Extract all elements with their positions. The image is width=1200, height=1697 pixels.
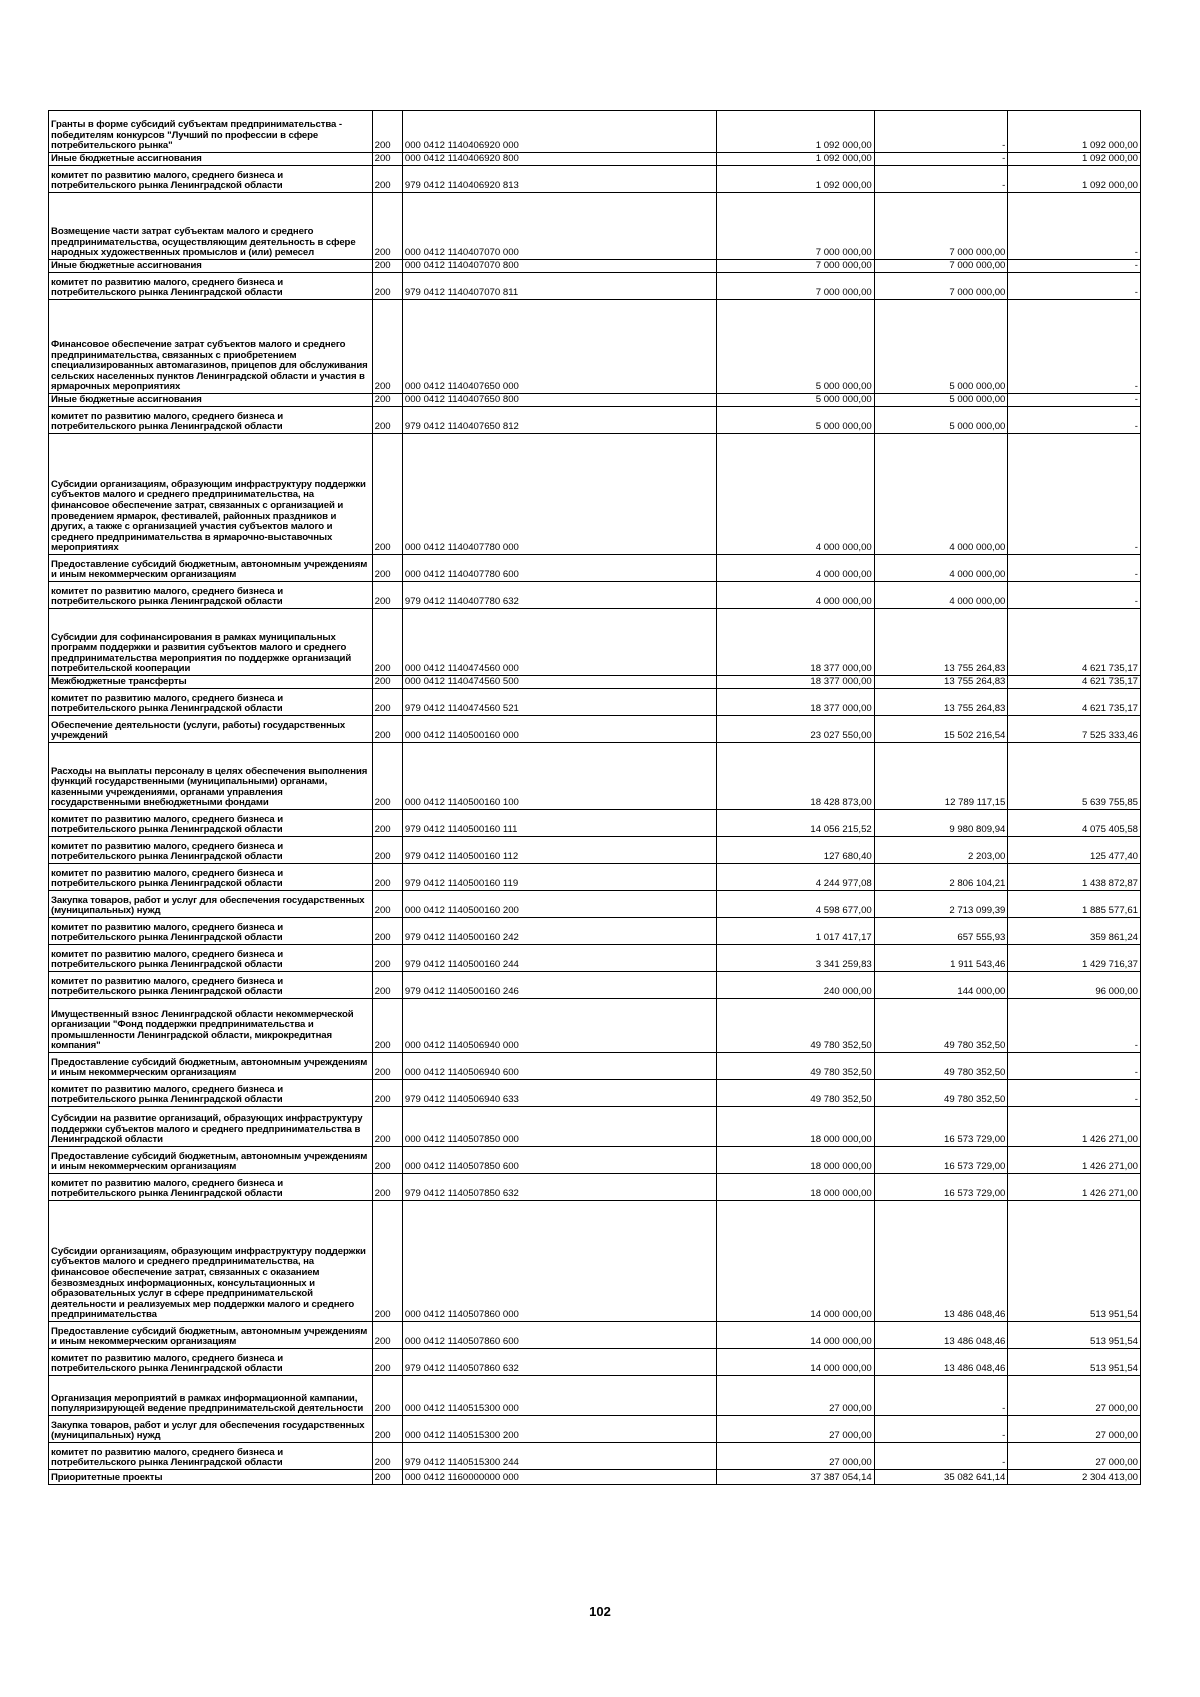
row-approved: 1 092 000,00 xyxy=(717,111,875,153)
row-classification-code: 000 0412 1140500160 200 xyxy=(402,891,716,918)
row-unexecuted: 1 092 000,00 xyxy=(1008,166,1141,193)
row-approved: 14 056 215,52 xyxy=(717,810,875,837)
row-name: комитет по развитию малого, среднего бизнеса и потребительского рынка Ленинградской области xyxy=(49,1443,373,1470)
row-unexecuted: 27 000,00 xyxy=(1008,1376,1141,1416)
row-line-code: 200 xyxy=(372,582,402,609)
row-approved: 7 000 000,00 xyxy=(717,193,875,260)
row-name: комитет по развитию малого, среднего бизнеса и потребительского рынка Ленинградской области xyxy=(49,945,373,972)
table-row xyxy=(49,1416,1141,1443)
row-approved: 1 017 417,17 xyxy=(717,918,875,945)
table-row xyxy=(49,166,1141,193)
row-name: комитет по развитию малого, среднего бизнеса и потребительского рынка Ленинградской области xyxy=(49,972,373,999)
row-name: комитет по развитию малого, среднего бизнеса и потребительского рынка Ленинградской области xyxy=(49,166,373,193)
table-row xyxy=(49,1053,1141,1080)
row-line-code: 200 xyxy=(372,810,402,837)
row-unexecuted: 1 426 271,00 xyxy=(1008,1147,1141,1174)
row-executed: 5 000 000,00 xyxy=(874,300,1008,394)
row-classification-code: 000 0412 1140407070 800 xyxy=(402,260,716,273)
row-approved: 5 000 000,00 xyxy=(717,300,875,394)
row-unexecuted: - xyxy=(1008,193,1141,260)
row-name: Предоставление субсидий бюджетным, автономным учреждениям и иным некоммерческим организациям xyxy=(49,1147,373,1174)
table-row xyxy=(49,689,1141,716)
table-row xyxy=(49,1349,1141,1376)
row-line-code: 200 xyxy=(372,1053,402,1080)
row-executed: 7 000 000,00 xyxy=(874,273,1008,300)
row-approved: 4 000 000,00 xyxy=(717,582,875,609)
row-unexecuted: 7 525 333,46 xyxy=(1008,716,1141,743)
row-name: Предоставление субсидий бюджетным, автономным учреждениям и иным некоммерческим организациям xyxy=(49,1322,373,1349)
row-line-code: 200 xyxy=(372,1201,402,1322)
row-unexecuted: 2 304 413,00 xyxy=(1008,1470,1141,1485)
row-unexecuted: 1 885 577,61 xyxy=(1008,891,1141,918)
row-name: Межбюджетные трансферты xyxy=(49,676,373,689)
row-approved: 49 780 352,50 xyxy=(717,999,875,1053)
row-name: Субсидии для софинансирования в рамках муниципальных программ поддержки и развития субъектов малого и среднего предпринимательства мероприятия по поддержке организаций потребительской кооперации xyxy=(49,609,373,676)
row-line-code: 200 xyxy=(372,1147,402,1174)
row-executed: 13 486 048,46 xyxy=(874,1322,1008,1349)
row-classification-code: 979 0412 1140500160 119 xyxy=(402,864,716,891)
row-approved: 7 000 000,00 xyxy=(717,273,875,300)
row-line-code: 200 xyxy=(372,972,402,999)
row-name: Финансовое обеспечение затрат субъектов малого и среднего предпринимательства, связанных с приобретением специализированных автомагазинов, прицепов для обслуживания сельских населенных пунктов Ленинградской области и участия в ярмарочных мероприятиях xyxy=(49,300,373,394)
row-executed: 35 082 641,14 xyxy=(874,1470,1008,1485)
row-classification-code: 000 0412 1140407780 600 xyxy=(402,555,716,582)
row-name: комитет по развитию малого, среднего бизнеса и потребительского рынка Ленинградской области xyxy=(49,273,373,300)
row-classification-code: 979 0412 1140506940 633 xyxy=(402,1080,716,1107)
row-executed: 9 980 809,94 xyxy=(874,810,1008,837)
row-unexecuted: 359 861,24 xyxy=(1008,918,1141,945)
row-approved: 127 680,40 xyxy=(717,837,875,864)
row-classification-code: 000 0412 1140407650 800 xyxy=(402,394,716,407)
row-classification-code: 000 0412 1140500160 100 xyxy=(402,743,716,810)
row-approved: 49 780 352,50 xyxy=(717,1080,875,1107)
row-approved: 14 000 000,00 xyxy=(717,1201,875,1322)
table-row xyxy=(49,891,1141,918)
row-executed: 7 000 000,00 xyxy=(874,193,1008,260)
row-executed: 4 000 000,00 xyxy=(874,434,1008,555)
table-row xyxy=(49,716,1141,743)
row-classification-code: 000 0412 1140474560 000 xyxy=(402,609,716,676)
row-executed: 16 573 729,00 xyxy=(874,1107,1008,1147)
row-name: Субсидии организациям, образующим инфраструктуру поддержки субъектов малого и среднего предпринимательства, на финансовое обеспечение затрат, связанных с организацией и проведением ярмарок, фестивалей, районных праздников и других, а также с организацией участия субъектов малого и среднего предпринимательства в ярмарочно-выставочных мероприятиях xyxy=(49,434,373,555)
row-name: комитет по развитию малого, среднего бизнеса и потребительского рынка Ленинградской области xyxy=(49,407,373,434)
row-approved: 240 000,00 xyxy=(717,972,875,999)
row-unexecuted: 125 477,40 xyxy=(1008,837,1141,864)
row-executed: 7 000 000,00 xyxy=(874,260,1008,273)
row-unexecuted: 1 429 716,37 xyxy=(1008,945,1141,972)
table-row xyxy=(49,153,1141,166)
row-unexecuted: - xyxy=(1008,434,1141,555)
table-row xyxy=(49,1147,1141,1174)
row-name: Приоритетные проекты xyxy=(49,1470,373,1485)
page-number: 102 xyxy=(589,1604,611,1619)
row-unexecuted: 4 075 405,58 xyxy=(1008,810,1141,837)
budget-execution-table xyxy=(48,110,1141,1485)
table-row xyxy=(49,810,1141,837)
row-executed: 49 780 352,50 xyxy=(874,1080,1008,1107)
row-line-code: 200 xyxy=(372,1470,402,1485)
row-executed: 49 780 352,50 xyxy=(874,1053,1008,1080)
row-line-code: 200 xyxy=(372,153,402,166)
row-line-code: 200 xyxy=(372,166,402,193)
table-row xyxy=(49,864,1141,891)
table-row xyxy=(49,1107,1141,1147)
row-line-code: 200 xyxy=(372,434,402,555)
row-executed: - xyxy=(874,1443,1008,1470)
row-line-code: 200 xyxy=(372,555,402,582)
row-line-code: 200 xyxy=(372,743,402,810)
row-approved: 5 000 000,00 xyxy=(717,407,875,434)
table-row xyxy=(49,972,1141,999)
row-classification-code: 000 0412 1140474560 500 xyxy=(402,676,716,689)
row-approved: 37 387 054,14 xyxy=(717,1470,875,1485)
row-approved: 18 000 000,00 xyxy=(717,1174,875,1201)
row-line-code: 200 xyxy=(372,1349,402,1376)
table-row xyxy=(49,1470,1141,1485)
row-unexecuted: - xyxy=(1008,394,1141,407)
table-row xyxy=(49,1201,1141,1322)
row-name: комитет по развитию малого, среднего бизнеса и потребительского рынка Ленинградской области xyxy=(49,1174,373,1201)
row-executed: 15 502 216,54 xyxy=(874,716,1008,743)
row-approved: 18 377 000,00 xyxy=(717,676,875,689)
row-executed: 144 000,00 xyxy=(874,972,1008,999)
row-unexecuted: - xyxy=(1008,273,1141,300)
row-executed: - xyxy=(874,1376,1008,1416)
row-executed: 4 000 000,00 xyxy=(874,555,1008,582)
row-executed: 13 755 264,83 xyxy=(874,689,1008,716)
row-unexecuted: 96 000,00 xyxy=(1008,972,1141,999)
row-classification-code: 000 0412 1140515300 200 xyxy=(402,1416,716,1443)
row-approved: 18 377 000,00 xyxy=(717,689,875,716)
row-executed: - xyxy=(874,111,1008,153)
row-classification-code: 000 0412 1140406920 800 xyxy=(402,153,716,166)
row-unexecuted: 1 092 000,00 xyxy=(1008,153,1141,166)
row-classification-code: 000 0412 1140407070 000 xyxy=(402,193,716,260)
row-unexecuted: - xyxy=(1008,260,1141,273)
row-approved: 27 000,00 xyxy=(717,1416,875,1443)
row-classification-code: 000 0412 1140407780 000 xyxy=(402,434,716,555)
row-line-code: 200 xyxy=(372,407,402,434)
table-row xyxy=(49,300,1141,394)
table-row xyxy=(49,1443,1141,1470)
row-unexecuted: 1 092 000,00 xyxy=(1008,111,1141,153)
row-classification-code: 000 0412 1140507860 000 xyxy=(402,1201,716,1322)
table-row xyxy=(49,1174,1141,1201)
row-approved: 7 000 000,00 xyxy=(717,260,875,273)
row-executed: 2 203,00 xyxy=(874,837,1008,864)
row-name: комитет по развитию малого, среднего бизнеса и потребительского рынка Ленинградской области xyxy=(49,810,373,837)
row-unexecuted: 513 951,54 xyxy=(1008,1201,1141,1322)
row-line-code: 200 xyxy=(372,273,402,300)
row-classification-code: 000 0412 1160000000 000 xyxy=(402,1470,716,1485)
row-name: комитет по развитию малого, среднего бизнеса и потребительского рынка Ленинградской области xyxy=(49,1349,373,1376)
row-executed: 13 755 264,83 xyxy=(874,676,1008,689)
row-executed: 5 000 000,00 xyxy=(874,394,1008,407)
row-unexecuted: 513 951,54 xyxy=(1008,1322,1141,1349)
row-line-code: 200 xyxy=(372,1080,402,1107)
row-executed: 4 000 000,00 xyxy=(874,582,1008,609)
row-executed: 2 806 104,21 xyxy=(874,864,1008,891)
row-name: Иные бюджетные ассигнования xyxy=(49,153,373,166)
row-line-code: 200 xyxy=(372,689,402,716)
table-row xyxy=(49,193,1141,260)
row-line-code: 200 xyxy=(372,676,402,689)
table-row xyxy=(49,999,1141,1053)
table-row xyxy=(49,555,1141,582)
row-name: Предоставление субсидий бюджетным, автономным учреждениям и иным некоммерческим организациям xyxy=(49,1053,373,1080)
row-classification-code: 979 0412 1140500160 242 xyxy=(402,918,716,945)
row-executed: 13 486 048,46 xyxy=(874,1349,1008,1376)
row-executed: 49 780 352,50 xyxy=(874,999,1008,1053)
row-executed: - xyxy=(874,166,1008,193)
row-unexecuted: 1 426 271,00 xyxy=(1008,1174,1141,1201)
row-approved: 1 092 000,00 xyxy=(717,166,875,193)
table-row xyxy=(49,273,1141,300)
row-classification-code: 979 0412 1140407780 632 xyxy=(402,582,716,609)
row-name: Иные бюджетные ассигнования xyxy=(49,394,373,407)
row-approved: 49 780 352,50 xyxy=(717,1053,875,1080)
row-classification-code: 979 0412 1140500160 111 xyxy=(402,810,716,837)
row-line-code: 200 xyxy=(372,300,402,394)
table-body xyxy=(49,111,1141,1485)
row-line-code: 200 xyxy=(372,864,402,891)
row-unexecuted: 27 000,00 xyxy=(1008,1416,1141,1443)
row-name: Имущественный взнос Ленинградской области некоммерческой организации "Фонд поддержки предпринимательства и промышленности Ленинградской области, микрокредитная компания" xyxy=(49,999,373,1053)
table-row xyxy=(49,1080,1141,1107)
row-approved: 18 377 000,00 xyxy=(717,609,875,676)
table-row xyxy=(49,1322,1141,1349)
row-approved: 3 341 259,83 xyxy=(717,945,875,972)
row-unexecuted: - xyxy=(1008,582,1141,609)
row-unexecuted: - xyxy=(1008,300,1141,394)
row-classification-code: 979 0412 1140407650 812 xyxy=(402,407,716,434)
row-line-code: 200 xyxy=(372,1174,402,1201)
row-name: Субсидии на развитие организаций, образующих инфраструктуру поддержки субъектов малого и среднего предпринимательства в Ленинградской области xyxy=(49,1107,373,1147)
row-name: комитет по развитию малого, среднего бизнеса и потребительского рынка Ленинградской области xyxy=(49,1080,373,1107)
table-row xyxy=(49,434,1141,555)
table-row xyxy=(49,837,1141,864)
row-classification-code: 979 0412 1140507850 632 xyxy=(402,1174,716,1201)
row-unexecuted: 4 621 735,17 xyxy=(1008,609,1141,676)
row-approved: 18 000 000,00 xyxy=(717,1107,875,1147)
row-line-code: 200 xyxy=(372,1443,402,1470)
row-name: Закупка товаров, работ и услуг для обеспечения государственных (муниципальных) нужд xyxy=(49,891,373,918)
row-line-code: 200 xyxy=(372,111,402,153)
row-unexecuted: 5 639 755,85 xyxy=(1008,743,1141,810)
row-unexecuted: 4 621 735,17 xyxy=(1008,676,1141,689)
row-classification-code: 000 0412 1140507850 000 xyxy=(402,1107,716,1147)
row-executed: 13 755 264,83 xyxy=(874,609,1008,676)
row-unexecuted: - xyxy=(1008,407,1141,434)
table-row xyxy=(49,676,1141,689)
row-line-code: 200 xyxy=(372,891,402,918)
row-executed: 1 911 543,46 xyxy=(874,945,1008,972)
row-name: Субсидии организациям, образующим инфраструктуру поддержки субъектов малого и среднего предпринимательства, на финансовое обеспечение затрат, связанных с оказанием безвозмездных информационных, консультационных и образовательных услуг в сфере предпринимательской деятельности и реализуемых мер поддержки малого и среднего предпринимательства xyxy=(49,1201,373,1322)
row-approved: 4 000 000,00 xyxy=(717,434,875,555)
row-approved: 4 000 000,00 xyxy=(717,555,875,582)
row-name: комитет по развитию малого, среднего бизнеса и потребительского рынка Ленинградской области xyxy=(49,864,373,891)
row-name: Расходы на выплаты персоналу в целях обеспечения выполнения функций государственными (муниципальными) органами, казенными учреждениями, органами управления государственными внебюджетными фондами xyxy=(49,743,373,810)
row-executed: 657 555,93 xyxy=(874,918,1008,945)
row-classification-code: 979 0412 1140507860 632 xyxy=(402,1349,716,1376)
row-line-code: 200 xyxy=(372,609,402,676)
row-name: Организация мероприятий в рамках информационной кампании, популяризирующей ведение предпринимательской деятельности xyxy=(49,1376,373,1416)
row-approved: 4 598 677,00 xyxy=(717,891,875,918)
row-approved: 1 092 000,00 xyxy=(717,153,875,166)
row-name: Закупка товаров, работ и услуг для обеспечения государственных (муниципальных) нужд xyxy=(49,1416,373,1443)
row-unexecuted: 1 438 872,87 xyxy=(1008,864,1141,891)
row-classification-code: 979 0412 1140500160 112 xyxy=(402,837,716,864)
row-line-code: 200 xyxy=(372,260,402,273)
row-name: комитет по развитию малого, среднего бизнеса и потребительского рынка Ленинградской области xyxy=(49,837,373,864)
table-row xyxy=(49,945,1141,972)
row-unexecuted: 513 951,54 xyxy=(1008,1349,1141,1376)
row-approved: 14 000 000,00 xyxy=(717,1322,875,1349)
row-unexecuted: - xyxy=(1008,555,1141,582)
row-name: Предоставление субсидий бюджетным, автономным учреждениям и иным некоммерческим организациям xyxy=(49,555,373,582)
row-line-code: 200 xyxy=(372,1322,402,1349)
row-line-code: 200 xyxy=(372,918,402,945)
row-approved: 4 244 977,08 xyxy=(717,864,875,891)
row-classification-code: 000 0412 1140506940 000 xyxy=(402,999,716,1053)
row-classification-code: 979 0412 1140515300 244 xyxy=(402,1443,716,1470)
row-executed: 5 000 000,00 xyxy=(874,407,1008,434)
row-classification-code: 000 0412 1140515300 000 xyxy=(402,1376,716,1416)
row-executed: - xyxy=(874,153,1008,166)
row-approved: 23 027 550,00 xyxy=(717,716,875,743)
row-name: комитет по развитию малого, среднего бизнеса и потребительского рынка Ленинградской области xyxy=(49,918,373,945)
row-approved: 14 000 000,00 xyxy=(717,1349,875,1376)
row-name: Гранты в форме субсидий субъектам предпринимательства - победителям конкурсов "Лучший по профессии в сфере потребительского рынка" xyxy=(49,111,373,153)
row-classification-code: 000 0412 1140406920 000 xyxy=(402,111,716,153)
table-row xyxy=(49,407,1141,434)
row-classification-code: 979 0412 1140474560 521 xyxy=(402,689,716,716)
row-unexecuted: 4 621 735,17 xyxy=(1008,689,1141,716)
row-executed: 12 789 117,15 xyxy=(874,743,1008,810)
row-classification-code: 979 0412 1140406920 813 xyxy=(402,166,716,193)
table-row xyxy=(49,582,1141,609)
row-classification-code: 000 0412 1140507860 600 xyxy=(402,1322,716,1349)
row-classification-code: 979 0412 1140500160 246 xyxy=(402,972,716,999)
row-approved: 18 428 873,00 xyxy=(717,743,875,810)
row-unexecuted: - xyxy=(1008,1053,1141,1080)
row-approved: 27 000,00 xyxy=(717,1443,875,1470)
row-line-code: 200 xyxy=(372,394,402,407)
row-approved: 27 000,00 xyxy=(717,1376,875,1416)
table-row xyxy=(49,260,1141,273)
row-line-code: 200 xyxy=(372,1107,402,1147)
row-approved: 5 000 000,00 xyxy=(717,394,875,407)
row-line-code: 200 xyxy=(372,716,402,743)
row-line-code: 200 xyxy=(372,999,402,1053)
row-classification-code: 000 0412 1140507850 600 xyxy=(402,1147,716,1174)
row-line-code: 200 xyxy=(372,1376,402,1416)
row-name: комитет по развитию малого, среднего бизнеса и потребительского рынка Ленинградской области xyxy=(49,689,373,716)
row-executed: 16 573 729,00 xyxy=(874,1147,1008,1174)
row-classification-code: 000 0412 1140500160 000 xyxy=(402,716,716,743)
row-executed: - xyxy=(874,1416,1008,1443)
table-row xyxy=(49,1376,1141,1416)
row-line-code: 200 xyxy=(372,945,402,972)
table-row xyxy=(49,609,1141,676)
row-name: Иные бюджетные ассигнования xyxy=(49,260,373,273)
table-row xyxy=(49,918,1141,945)
row-name: Обеспечение деятельности (услуги, работы) государственных учреждений xyxy=(49,716,373,743)
row-line-code: 200 xyxy=(372,193,402,260)
row-unexecuted: 1 426 271,00 xyxy=(1008,1107,1141,1147)
row-executed: 13 486 048,46 xyxy=(874,1201,1008,1322)
row-classification-code: 979 0412 1140500160 244 xyxy=(402,945,716,972)
row-unexecuted: - xyxy=(1008,1080,1141,1107)
table-row xyxy=(49,111,1141,153)
row-unexecuted: - xyxy=(1008,999,1141,1053)
row-line-code: 200 xyxy=(372,1416,402,1443)
row-approved: 18 000 000,00 xyxy=(717,1147,875,1174)
table-row xyxy=(49,743,1141,810)
row-classification-code: 000 0412 1140407650 000 xyxy=(402,300,716,394)
row-line-code: 200 xyxy=(372,837,402,864)
table-row xyxy=(49,394,1141,407)
row-executed: 16 573 729,00 xyxy=(874,1174,1008,1201)
row-classification-code: 979 0412 1140407070 811 xyxy=(402,273,716,300)
row-classification-code: 000 0412 1140506940 600 xyxy=(402,1053,716,1080)
row-executed: 2 713 099,39 xyxy=(874,891,1008,918)
row-name: Возмещение части затрат субъектам малого и среднего предпринимательства, осуществляющим деятельность в сфере народных художественных промыслов и (или) ремесел xyxy=(49,193,373,260)
row-name: комитет по развитию малого, среднего бизнеса и потребительского рынка Ленинградской области xyxy=(49,582,373,609)
row-unexecuted: 27 000,00 xyxy=(1008,1443,1141,1470)
